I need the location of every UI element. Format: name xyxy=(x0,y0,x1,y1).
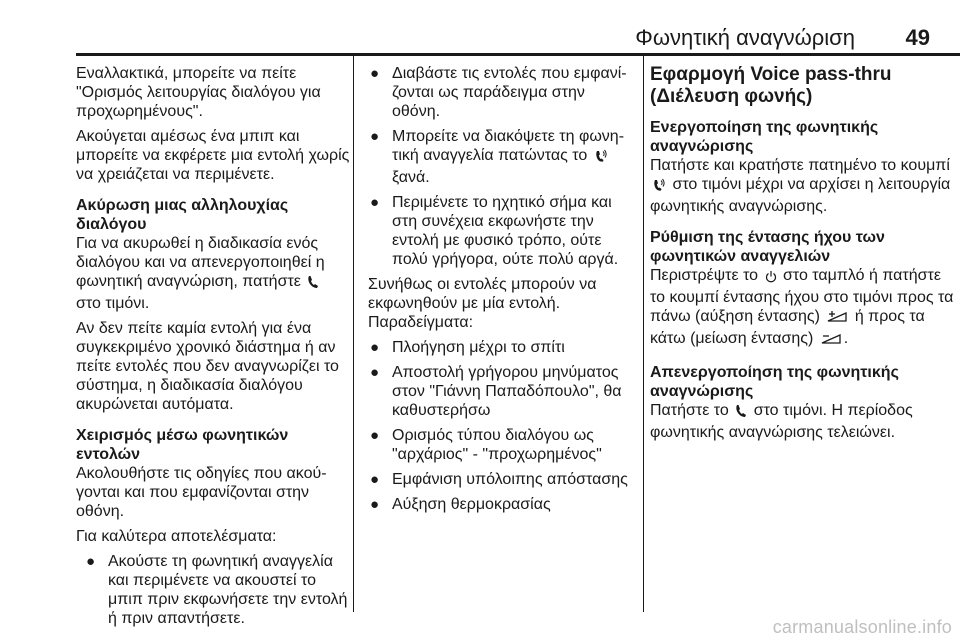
heading-voice-commands: Χειρισμός μέσω φωνητικών εντολών xyxy=(76,427,289,463)
bullet-icon: ● xyxy=(370,339,380,356)
bullet-icon: ● xyxy=(370,496,380,513)
heading-cancel-dialog: Ακύρωση μιας αλληλουχίας διαλόγου xyxy=(76,197,289,233)
column-2 xyxy=(368,64,636,520)
paragraph-advanced-mode: Εναλλακτικά, μπορείτε να πείτε "Ορισμός λειτουργίας διαλόγου για προχωρημένους". xyxy=(76,65,321,120)
volume-down-icon xyxy=(820,332,842,351)
bullet-icon: ● xyxy=(86,553,96,570)
bullet-icon: ● xyxy=(370,194,380,211)
heading-volume-adjust: Ρύθμιση της έντασης ήχου των φωνητικών αναγγελιών xyxy=(650,229,885,265)
list-item: ● Μπορείτε να διακόψετε τη φωνητική αναγγελία πατώντας το ξανά. xyxy=(370,128,625,186)
heading-deactivate-recognition: Απενεργοποίηση της φωνητικής αναγνώρισης xyxy=(650,364,899,400)
list-item: ● Διαβάστε τις εντολές που εμφανίζονται ως παράδειγμα στην οθόνη. xyxy=(370,65,627,120)
paragraph-follow-instructions: Ακολουθήστε τις οδηγίες που ακούγονται και που εμφανίζονται στην οθόνη. xyxy=(76,465,327,520)
page-title: Φωνητική αναγνώριση xyxy=(635,25,855,50)
bullet-icon: ● xyxy=(370,427,380,444)
paragraph-deactivate: Πατήστε το στο τιμόνι. Η περίοδος φωνητικής αναγνώρισης τελειώνει. xyxy=(650,402,913,441)
list-item: ● Ορισμός τύπου διαλόγου ως "αρχάριος" - "προχωρημένος" xyxy=(370,427,602,463)
heading-activate-recognition: Ενεργοποίηση της φωνητικής αναγνώρισης xyxy=(650,119,879,155)
paragraph-activate: Πατήστε και κρατήστε πατημένο το κουμπί στο τιμόνι μέχρι να αρχίσει η λειτουργία φωνητικής αναγνώρισης. xyxy=(650,157,951,215)
bullet-icon: ● xyxy=(370,471,380,488)
paragraph-examples-intro: Συνήθως οι εντολές μπορούν να εκφωνηθούν με μία εντολή. Παραδείγματα: xyxy=(368,276,597,331)
phone-end-icon xyxy=(735,404,747,423)
list-item: ● Ακούστε τη φωνητική αναγγελία και περιμένετε να ακουστεί το μπιπ πριν εκφωνήσετε την εντολή ή πριν απαντήσετε. xyxy=(86,553,348,627)
paragraph-timeout: Αν δεν πείτε καμία εντολή για ένα συγκεκριμένο χρονικό διάστημα ή αν πείτε εντολές που δεν αναγνωρίζει το σύστημα, η διαδικασία διαλόγου ακυρώνεται αυτόματα. xyxy=(76,320,339,413)
watermark-text: carmanualsonline.info xyxy=(772,617,952,637)
page-footer xyxy=(0,612,960,642)
voice-recognition-icon xyxy=(652,178,666,197)
bullet-icon: ● xyxy=(370,128,380,145)
column-1 xyxy=(76,64,350,634)
phone-end-icon xyxy=(307,275,319,294)
list-item: ● Αύξηση θερμοκρασίας xyxy=(370,496,551,513)
voice-recognition-icon xyxy=(594,149,608,168)
column-divider-1 xyxy=(353,56,354,612)
paragraph-beep: Ακούγεται αμέσως ένα μπιπ και μπορείτε να εκφέρετε μια εντολή χωρίς να χρειάζεται να περιμένετε. xyxy=(76,128,350,183)
power-knob-icon xyxy=(765,269,777,288)
bullet-icon: ● xyxy=(370,65,380,82)
paragraph-best-results: Για καλύτερα αποτελέσματα: xyxy=(76,528,277,545)
volume-up-icon xyxy=(826,310,848,329)
column-divider-2 xyxy=(643,56,644,612)
list-item: ● Περιμένετε το ηχητικό σήμα και στη συνέχεια εκφωνήστε την εντολή με φυσικό τρόπο, ούτε πολύ γρήγορα, ούτε πολύ αργά. xyxy=(370,194,619,268)
list-item: ● Αποστολή γρήγορου μηνύματος στον "Γιάννη Παπαδόπουλο", θα καθυστερήσω xyxy=(370,364,622,419)
list-item: ● Πλοήγηση μέχρι το σπίτι xyxy=(370,339,565,356)
column-3 xyxy=(650,64,955,448)
header-divider xyxy=(76,53,960,56)
page-number: 49 xyxy=(905,25,930,50)
bullet-icon: ● xyxy=(370,364,380,381)
paragraph-cancel: Για να ακυρωθεί η διαδικασία ενός διαλόγου και να απενεργοποιηθεί η φωνητική αναγνώριση, πατήστε στο τιμόνι. xyxy=(76,235,325,312)
list-item: ● Εμφάνιση υπόλοιπης απόστασης xyxy=(370,471,628,488)
paragraph-volume: Περιστρέψτε το στο ταμπλό ή πατήστε το κουμπί έντασης ήχου στο τιμόνι προς τα πάνω (αύξηση έντασης) ή προς τα κάτω (μείωση έντασης) . xyxy=(650,266,955,351)
section-title-voice-pass-thru: Εφαρμογή Voice pass-thru (Διέλευση φωνής) xyxy=(650,64,892,107)
page-header xyxy=(0,0,960,56)
